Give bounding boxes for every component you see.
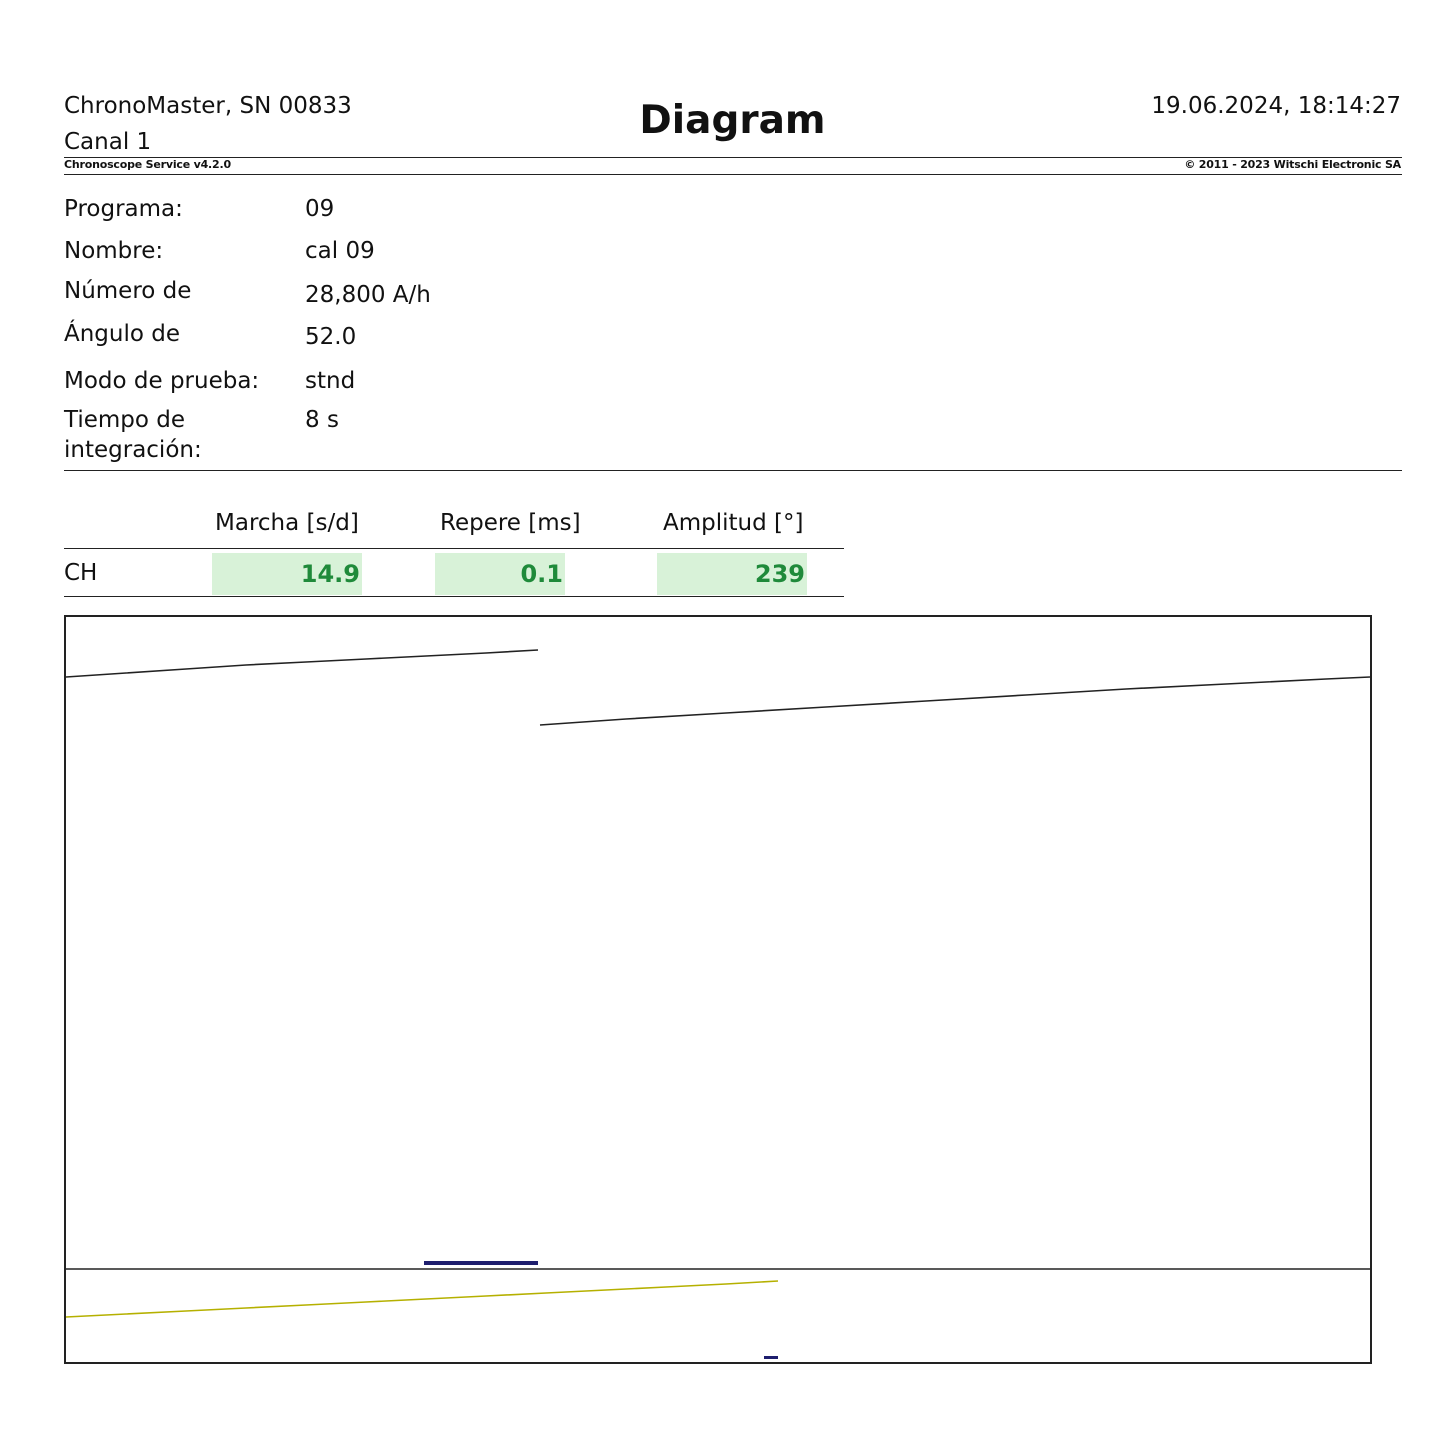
param-label: Tiempo de integración:: [64, 407, 202, 463]
amplitude-trace: [66, 1281, 778, 1317]
param-label: Programa:: [64, 196, 183, 222]
header-rule-bottom: [64, 174, 1402, 175]
table-rule-top: [64, 548, 844, 549]
report-datetime: 19.06.2024, 18:14:27: [1151, 93, 1401, 119]
amplitude-value: 239: [657, 553, 807, 595]
param-value: 8 s: [305, 407, 339, 433]
param-label: Nombre:: [64, 238, 164, 264]
column-header-beat-error: Repere [ms]: [440, 510, 581, 536]
rate-value: 14.9: [212, 553, 362, 595]
param-value: 28,800 A/h: [305, 282, 431, 308]
row-label: CH: [64, 560, 98, 586]
channel-name: Canal 1: [64, 129, 152, 155]
timegrapher-plot: [64, 615, 1372, 1364]
column-header-amplitude: Amplitud [°]: [663, 510, 804, 536]
page-title: Diagram: [639, 98, 826, 143]
device-name: ChronoMaster, SN 00833: [64, 93, 352, 119]
param-value: 09: [305, 196, 335, 222]
column-header-rate: Marcha [s/d]: [215, 510, 359, 536]
param-value: cal 09: [305, 238, 375, 264]
marker-bar: [424, 1261, 538, 1265]
software-version: Chronoscope Service v4.2.0: [64, 158, 231, 171]
plot-svg: [66, 617, 1370, 1362]
beat-error-value: 0.1: [435, 553, 565, 595]
marker-bar-small: [764, 1356, 778, 1359]
rate-trace-segment-1: [66, 650, 538, 677]
copyright-text: © 2011 - 2023 Witschi Electronic SA: [1184, 158, 1401, 171]
param-value: 52.0: [305, 324, 357, 350]
param-label: Ángulo de: [64, 321, 181, 347]
rate-trace-segment-2: [540, 677, 1370, 725]
params-rule: [64, 470, 1402, 471]
table-rule-bottom: [64, 596, 844, 597]
param-label: Número de: [64, 278, 192, 304]
param-value: stnd: [305, 368, 356, 394]
param-label: Modo de prueba:: [64, 368, 260, 394]
